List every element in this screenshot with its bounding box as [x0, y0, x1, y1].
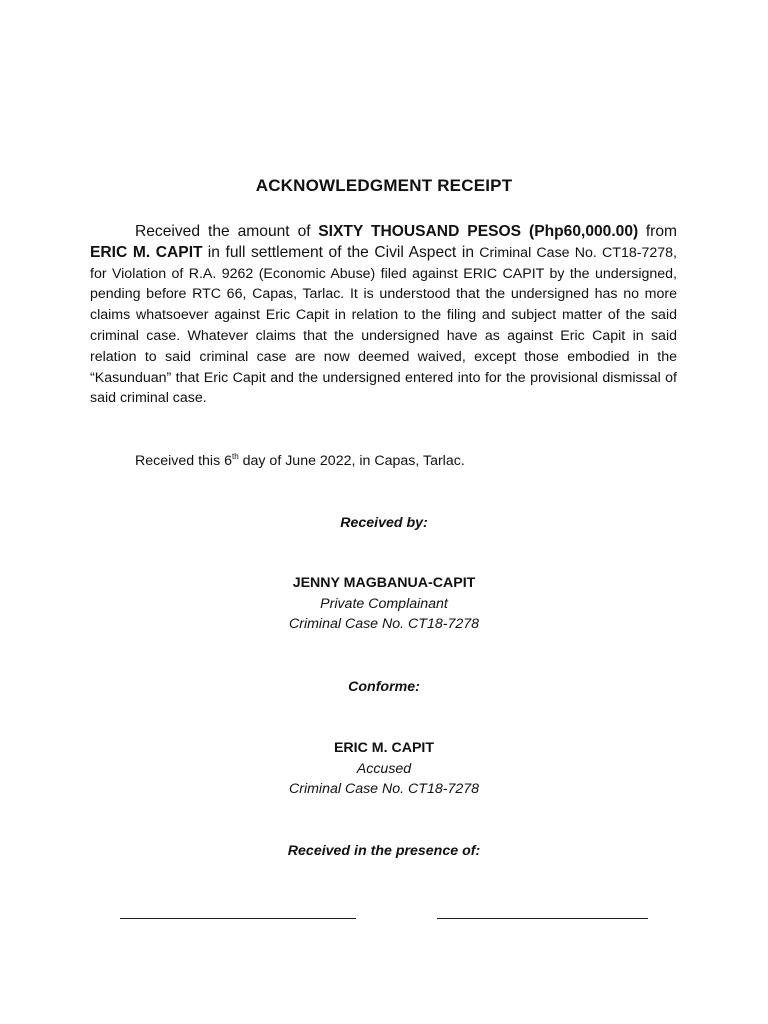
conforme-name: ERIC M. CAPIT: [333, 740, 435, 756]
received-by-role: Private Complainant: [320, 595, 448, 612]
presence-label-block: [0, 841, 768, 862]
body-paragraph: [90, 222, 677, 409]
received-by-signatory: [0, 573, 768, 635]
received-date-prefix: Received this 6: [135, 453, 232, 469]
received-date-suffix: day of June 2022, in Capas, Tarlac.: [238, 453, 465, 469]
body-rest-text: for Violation of R.A. 9262 (Economic Abuse) filed against ERIC CAPIT by the undersigned, pending before RTC 66, Capas, Tarlac. It is understood that the undersigned has no more claims whatsoever against Eric Capit in relation to the filing and subject matter of the said criminal case. Whatever claims that the undersigned have as against Eric Capit in said relation to said criminal case are now deemed waived, except those embodied in the “Kasunduan” that Eric Capit and the undersigned entered into for the provisional dismissal of said criminal case.: [90, 265, 677, 407]
witness-signature-line-left: [120, 918, 356, 919]
received-date-line: [135, 451, 465, 471]
conforme-role: Accused: [356, 760, 412, 777]
received-by-label-block: [0, 513, 768, 534]
conforme-case: Criminal Case No. CT18-7278: [288, 781, 480, 798]
witness-signature-line-right: [437, 918, 648, 919]
received-by-name: JENNY MAGBANUA-CAPIT: [292, 575, 476, 591]
document-title: ACKNOWLEDGMENT RECEIPT: [255, 176, 513, 195]
payer-name: ERIC M. CAPIT: [90, 243, 203, 261]
received-by-case: Criminal Case No. CT18-7278: [288, 616, 480, 633]
settlement-text: in full settlement of the Civil Aspect in: [207, 243, 474, 261]
presence-label: Received in the presence of:: [287, 843, 481, 859]
amount-prefix: Received the amount of: [135, 223, 311, 240]
received-date-superscript: th: [232, 452, 239, 461]
conforme-label-block: [0, 677, 768, 698]
amount-text: SIXTY THOUSAND PESOS (Php60,000.00): [318, 223, 639, 240]
from-word: from: [645, 223, 677, 240]
conforme-label: Conforme:: [348, 679, 420, 695]
conforme-signatory: [0, 738, 768, 800]
received-by-label: Received by:: [340, 515, 428, 531]
case-reference: Criminal Case No. CT18-7278,: [479, 244, 677, 261]
